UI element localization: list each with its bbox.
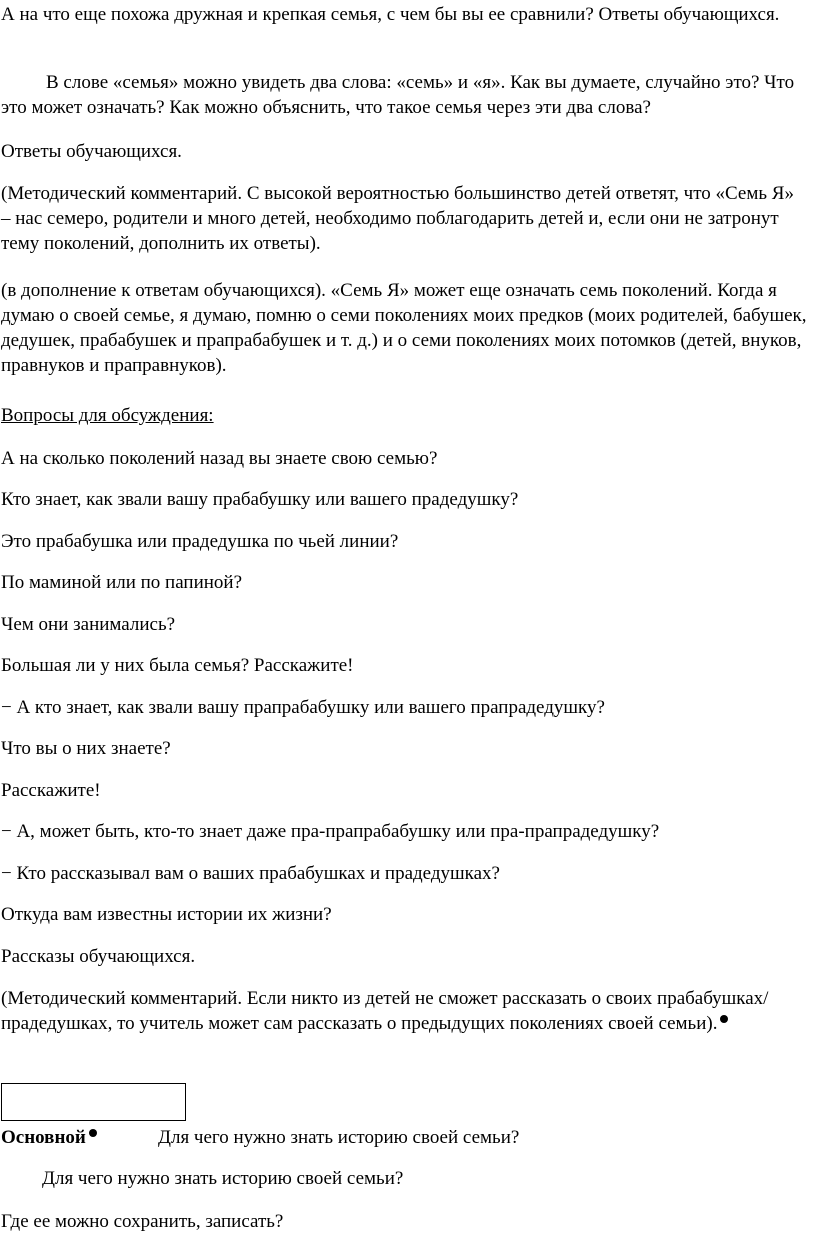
question-item: − А, может быть, кто-то знает даже пра-прапрабабушку или пра-прапрадедушку? xyxy=(1,821,660,842)
paragraph-seven-generations: (в дополнение к ответам обучающихся). «Семь Я» может еще означать семь поколений. Когда я думаю о своей семье, я думаю, помню о семи поколениях моих предков (моих родителей, бабушек, дедушек, прабабушек и прапрабабушек и т. д.) и о семи поколениях моих потомков (детей, внуков, правнуков и праправнуков). xyxy=(1,280,807,376)
basic-stage-label-wrap xyxy=(1,1125,158,1150)
paragraph-comparison: А на что еще похожа дружная и крепкая семья, с чем бы вы ее сравнили? Ответы обучающихся. xyxy=(1,4,780,25)
question-item: Это прабабушка или прадедушка по чьей линии? xyxy=(1,531,399,552)
method-comment-text: (Методический комментарий. Если никто из детей не сможет рассказать о своих прабабушках/прадедушках, то учитель может сам рассказать о предыдущих поколениях своей семьи). xyxy=(1,988,769,1034)
basic-stage-label: Основной xyxy=(1,1127,86,1148)
question-item: Кто знает, как звали вашу прабабушку или вашего прадедушку? xyxy=(1,489,519,510)
basic-stage-question: Для чего нужно знать историю своей семьи? xyxy=(158,1127,520,1148)
discussion-heading: Вопросы для обсуждения: xyxy=(1,405,214,426)
basic-question-repeat: Для чего нужно знать историю своей семьи? xyxy=(42,1168,404,1189)
bullet-icon xyxy=(89,1129,97,1137)
question-preserve: Где ее можно сохранить, записать? xyxy=(1,1211,284,1232)
question-item: Расскажите! xyxy=(1,780,101,801)
question-item: По маминой или по папиной? xyxy=(1,572,243,593)
paragraph-word-family: В слове «семья» можно увидеть два слова: «семь» и «я». Как вы думаете, случайно это? Что это может означать? Как можно объяснить, что такое семья через эти два слова? xyxy=(1,72,795,118)
question-item: − Кто рассказывал вам о ваших прабабушках и прадедушках? xyxy=(1,863,500,884)
empty-table-cell xyxy=(1,1083,186,1121)
question-item: − А кто знает, как звали вашу прапрабабушку или вашего прапрадедушку? xyxy=(1,697,605,718)
question-item: Большая ли у них была семья? Расскажите! xyxy=(1,655,354,676)
question-item: Чем они занимались? xyxy=(1,614,176,635)
question-item: Откуда вам известны истории их жизни? xyxy=(1,904,332,925)
basic-stage-row xyxy=(1,1125,807,1150)
bullet-icon xyxy=(720,1015,728,1023)
paragraph-student-answers: Ответы обучающихся. xyxy=(1,141,182,162)
question-item: Что вы о них знаете? xyxy=(1,738,171,759)
paragraph-method-comment-2 xyxy=(1,986,807,1036)
question-item: Рассказы обучающихся. xyxy=(1,946,196,967)
paragraph-method-comment: (Методический комментарий. С высокой вероятностью большинство детей ответят, что «Семь Я» – нас семеро, родители и много детей, необходимо поблагодарить детей и, если они не затронут тему поколений, дополнить их ответы). xyxy=(1,183,794,254)
question-item: А на сколько поколений назад вы знаете свою семью? xyxy=(1,448,438,469)
